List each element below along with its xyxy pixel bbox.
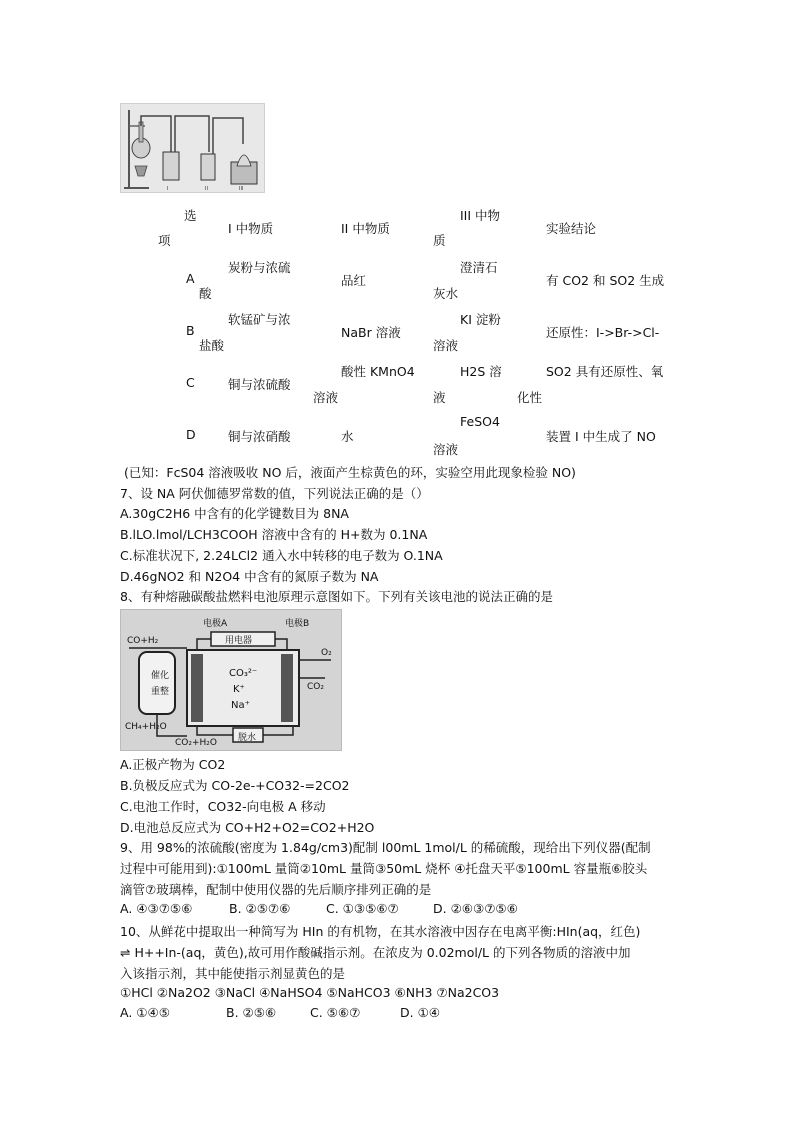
row-b-col3-1: KI 淀粉 — [460, 312, 501, 327]
row-c-option: C — [186, 375, 195, 390]
row-c-col4-2: 化性 — [517, 390, 543, 405]
electrode-b-label: 电极B — [285, 619, 310, 629]
co2-h2o-label: CO₂+H₂O — [175, 738, 217, 748]
row-a-col2: 品红 — [341, 273, 367, 288]
q10-line-4: ①HCl ②Na2O2 ③NaCl ④NaHSO4 ⑤NaHCO3 ⑥NH3 ⑦Na2CO3 — [120, 985, 500, 1000]
q9-option-a: A. ④③⑦⑤⑥ — [120, 901, 193, 916]
row-b-col2: NaBr 溶液 — [341, 325, 401, 340]
ion-na-label: Na⁺ — [231, 700, 250, 711]
row-c-col3-1: H2S 溶 — [460, 364, 502, 379]
svg-text:II: II — [205, 186, 208, 192]
fuel-cell-figure — [120, 609, 342, 751]
q7-option-b: B.lLO.lmol/LCH3COOH 溶液中含有的 H+数为 0.1NA — [120, 527, 428, 542]
q10-option-b: B. ②⑤⑥ — [226, 1005, 277, 1020]
q7-option-d: D.46gNO2 和 N2O4 中含有的氮原子数为 NA — [120, 569, 379, 584]
row-c-col3-2: 液 — [433, 390, 446, 405]
table-head-col3-1: III 中物 — [460, 208, 501, 223]
row-b-col4: 还原性：I->Br->Cl- — [546, 325, 660, 340]
table-head-col2: II 中物质 — [341, 221, 390, 236]
q9-line-2: 过程中可能用到):①100mL 量筒②10mL 量筒③50mL 烧杯 ④托盘天平⑤100mL 容量瓶⑥胶头 — [120, 861, 648, 876]
q9-option-d: D. ②⑥③⑦⑤⑥ — [433, 901, 518, 916]
row-a-col1-1: 炭粉与浓硫 — [228, 260, 291, 275]
q9-option-b: B. ②⑤⑦⑥ — [229, 901, 291, 916]
note-text: (已知：FcS04 溶液吸收 NO 后，液面产生棕黄色的环，实验空用此现象检验 NO) — [124, 465, 576, 480]
svg-text:III: III — [239, 186, 244, 192]
table-head-col1: I 中物质 — [228, 221, 274, 236]
row-b-col3-2: 溶液 — [433, 338, 459, 353]
q7-option-a: A.30gC2H6 中含有的化学键数目为 8NA — [120, 506, 349, 521]
q8-option-a: A.正极产物为 CO2 — [120, 757, 226, 772]
row-a-option: A — [186, 271, 195, 286]
row-b-col1-2: 盐酸 — [199, 338, 225, 353]
q9-option-c: C. ①③⑤⑥⑦ — [326, 901, 399, 916]
table-head-col3-2: 质 — [433, 233, 446, 248]
co2-label: CO₂ — [307, 682, 324, 692]
appliance-label: 用电器 — [225, 636, 253, 646]
q8-option-b: B.负极反应式为 CO-2e-+CO32-=2CO2 — [120, 778, 350, 793]
row-d-col4: 装置 I 中生成了 NO — [546, 429, 656, 444]
ch4-label: CH₄+H₂O — [125, 722, 167, 732]
row-c-col2-2: 溶液 — [313, 390, 339, 405]
row-a-col3-1: 澄清石 — [460, 260, 498, 275]
inlet-label: CO+H₂ — [127, 636, 159, 646]
q10-line-3: 入该指示剂，其中能使指示剂显黄色的是 — [120, 966, 346, 981]
row-c-col2-1: 酸性 KMnO4 — [341, 364, 415, 379]
ion-k-label: K⁺ — [233, 684, 245, 695]
svg-text:I: I — [167, 186, 169, 192]
row-a-col3-2: 灰水 — [433, 286, 459, 301]
apparatus-drawing — [121, 104, 264, 192]
q10-line-2: ⇌ H++In-(aq，黄色),故可用作酸碱指示剂。在浓皮为 0.02mol/L 的下列各物质的溶液中加 — [120, 945, 631, 960]
q9-line-3: 滴管⑦玻璃棒，配制中使用仪器的先后顺序排列正确的是 — [120, 882, 432, 897]
reformer-label-2: 重整 — [151, 687, 170, 697]
o2-label: O₂ — [321, 648, 332, 658]
apparatus-figure — [120, 103, 265, 193]
row-b-option: B — [186, 323, 195, 338]
table-head-option-2: 项 — [158, 233, 171, 248]
q10-option-c: C. ⑤⑥⑦ — [310, 1005, 361, 1020]
table-head-col4: 实验结论 — [546, 221, 597, 236]
row-d-col3-1: FeSO4 — [460, 414, 500, 429]
q10-option-a: A. ①④⑤ — [120, 1005, 170, 1020]
electrode-a-label: 电极A — [203, 619, 228, 629]
q7-option-c: C.标准状况下, 2.24LCl2 通入水中转移的电子数为 O.1NA — [120, 548, 443, 563]
row-d-col2: 水 — [341, 429, 354, 444]
reformer-label-1: 催化 — [151, 671, 170, 681]
row-c-col1: 铜与浓硫酸 — [228, 377, 291, 392]
row-b-col1-1: 软锰矿与浓 — [228, 312, 291, 327]
row-d-col3-2: 溶液 — [433, 442, 459, 457]
row-d-col1: 铜与浓硝酸 — [228, 429, 291, 444]
q10-line-1: 10、从鲜花中提取出一种简写为 HIn 的有机物，在其水溶液中因存在电离平衡:HIn(aq，红色) — [120, 924, 641, 939]
q10-option-d: D. ①④ — [400, 1005, 440, 1020]
q9-line-1: 9、用 98%的浓硫酸(密度为 1.84g/cm3)配制 l00mL 1mol/L 的稀硫酸，现给出下列仪器(配制 — [120, 840, 651, 855]
q8-option-d: D.电池总反应式为 CO+H2+O2=CO2+H2O — [120, 820, 375, 835]
q7-stem: 7、设 NA 阿伏伽德罗常数的值，下列说法正确的是（） — [120, 486, 429, 501]
table-head-option-1: 选 — [184, 208, 197, 223]
ion-carbonate-label: CO₃²⁻ — [229, 668, 258, 679]
dehydrate-label: 脱水 — [238, 733, 257, 743]
row-d-option: D — [186, 427, 196, 442]
q8-option-c: C.电池工作时，CO32-向电极 A 移动 — [120, 799, 326, 814]
q8-stem: 8、有种熔融碳酸盐燃料电池原理示意图如下。下列有关该电池的说法正确的是 — [120, 589, 553, 604]
row-c-col4-1: SO2 具有还原性、氧 — [546, 364, 664, 379]
row-a-col1-2: 酸 — [199, 286, 212, 301]
row-a-col4: 有 CO2 和 SO2 生成 — [546, 273, 665, 288]
